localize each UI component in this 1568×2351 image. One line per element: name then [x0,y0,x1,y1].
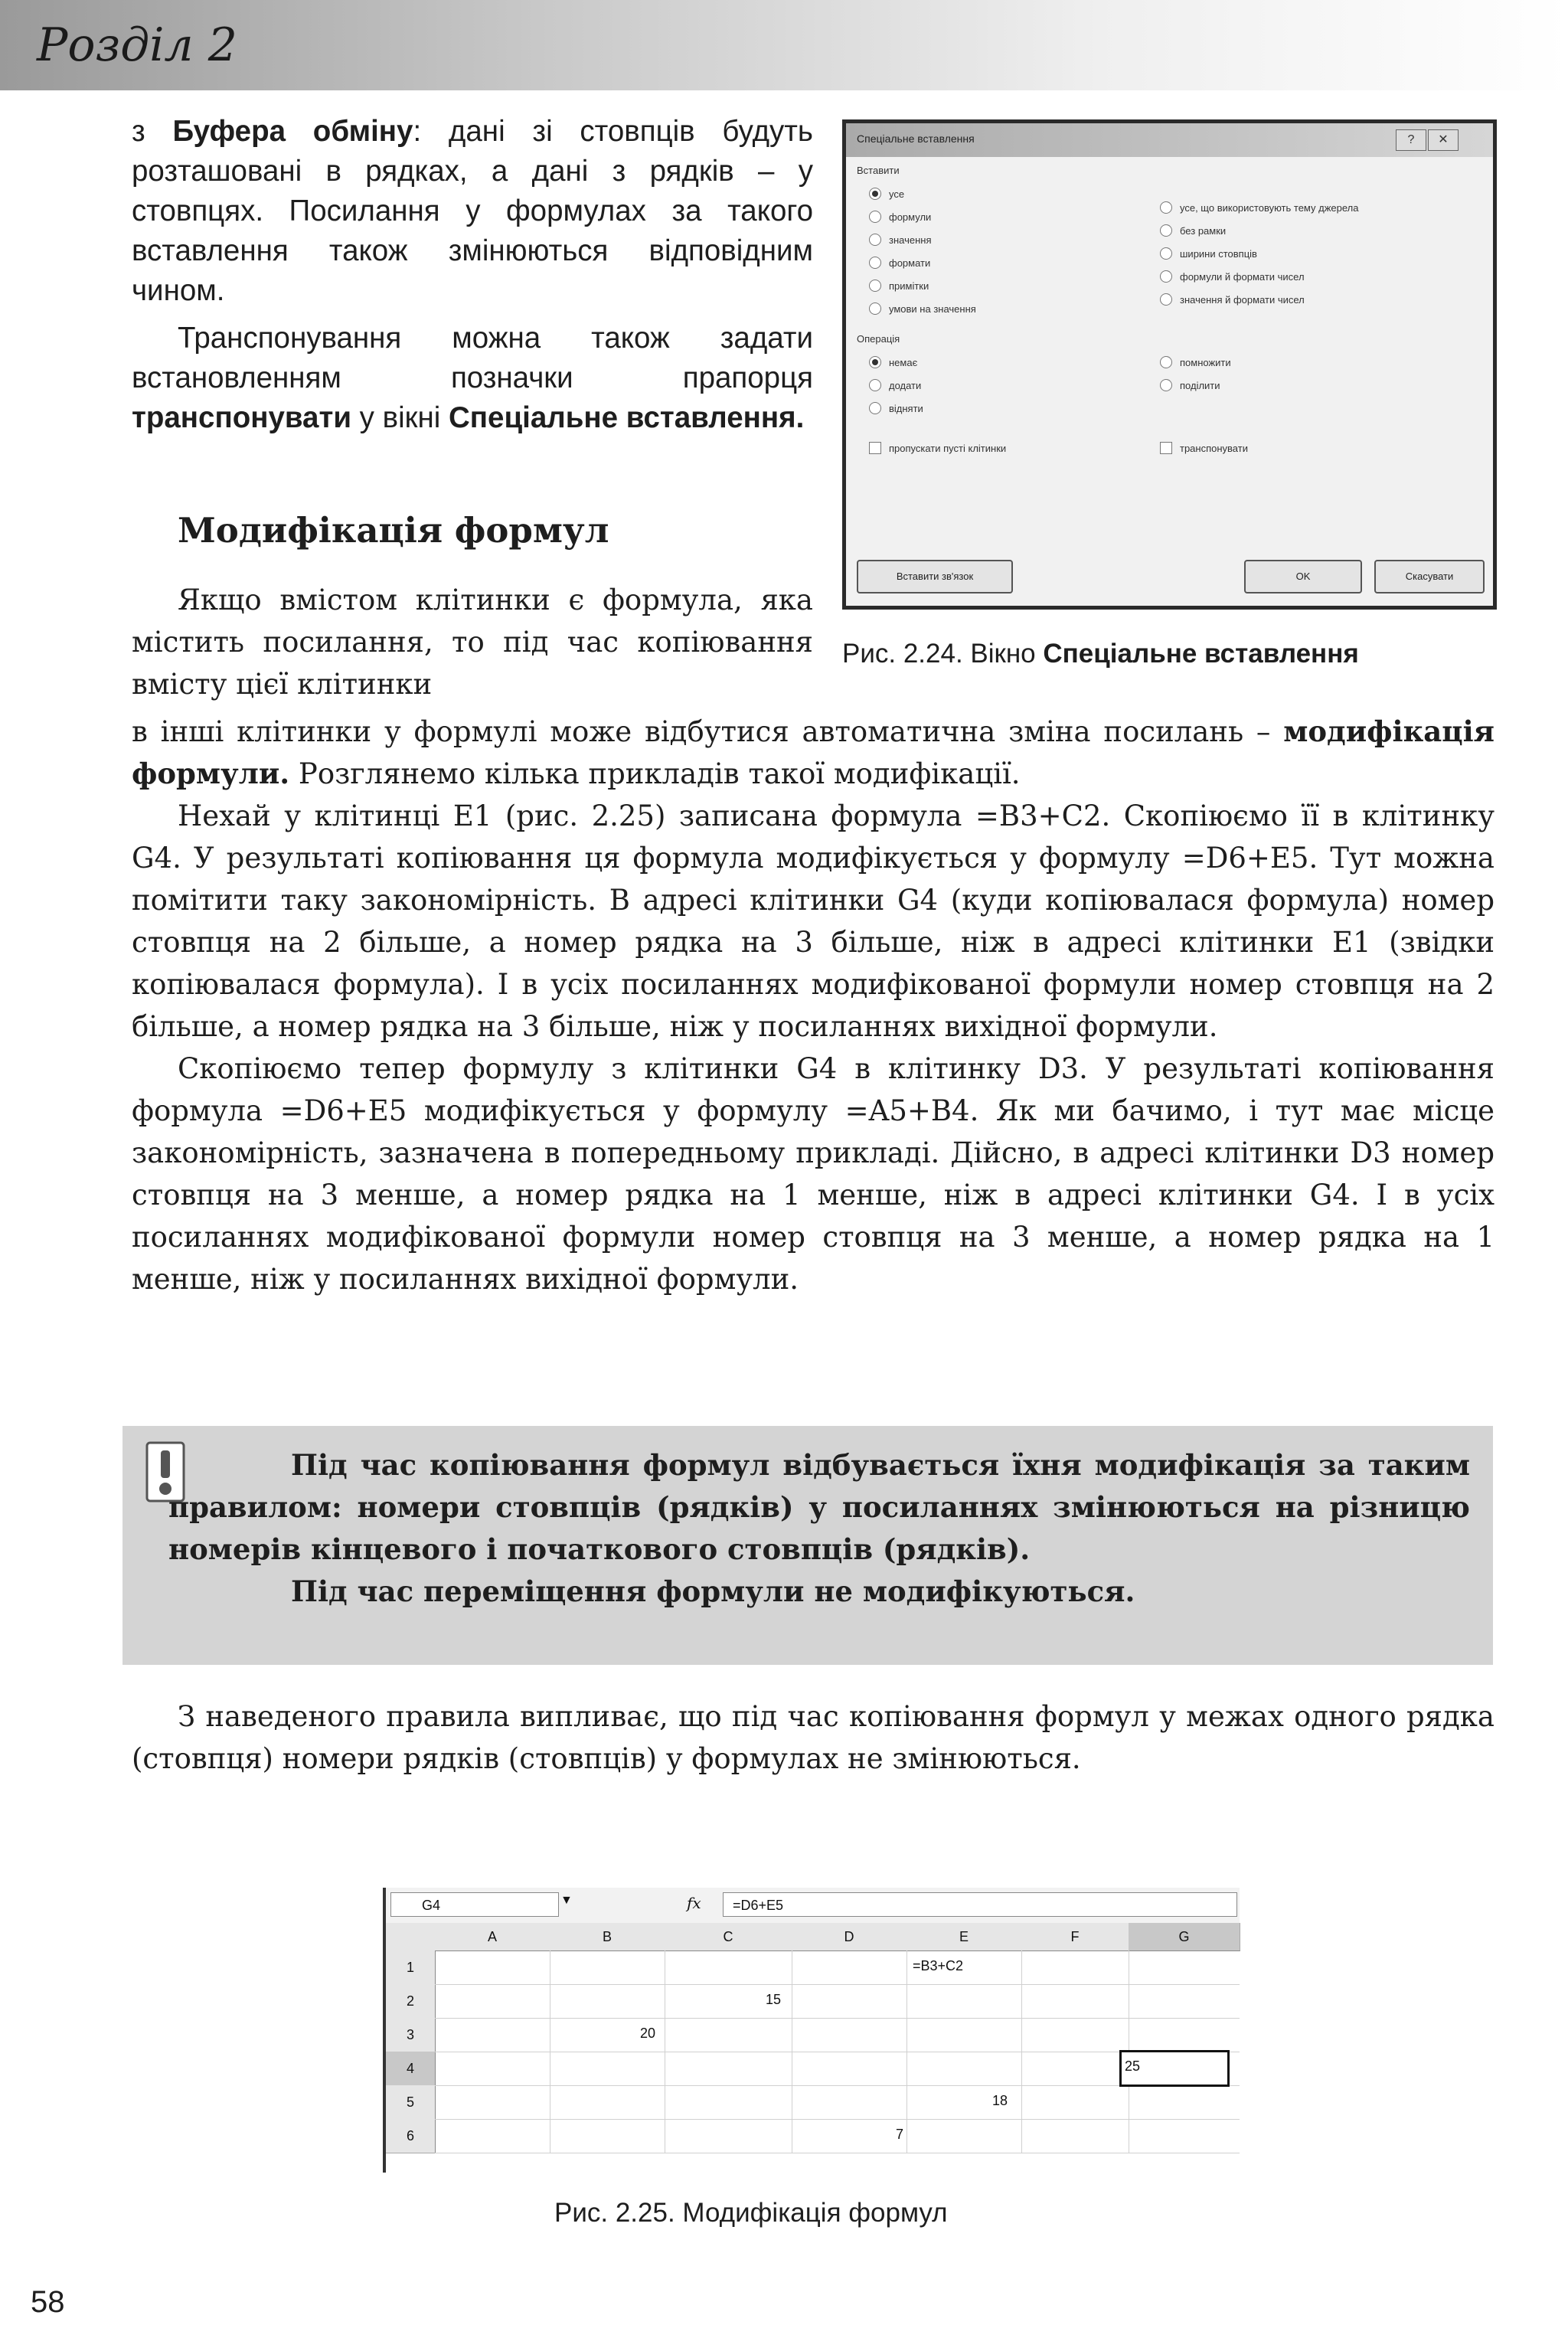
radio-label: без рамки [1180,224,1227,237]
intro-paragraph-1 [132,112,813,311]
radio-paste-values[interactable] [869,234,932,246]
intro-p2-b: у вікні [351,401,449,434]
column-header-a[interactable]: A [435,1923,550,1951]
intro-pre: з [132,115,173,148]
cell-b3[interactable]: 20 [640,2026,656,2041]
formula-bar [386,1888,1240,1924]
radio-paste-formats[interactable] [869,257,930,269]
intro-text [132,112,813,438]
checkbox-label: транспонувати [1180,442,1248,454]
grid-line [435,2119,1240,2120]
radio-op-multiply[interactable] [1160,356,1231,368]
radio-paste-no-borders[interactable] [1160,224,1226,237]
grid-line [906,1950,907,2153]
radio-paste-validation[interactable] [869,302,976,315]
dialog-title: Спеціальне вставлення [857,132,975,145]
intro-bold-clipboard: Буфера обміну [172,115,413,148]
row-header-3[interactable]: 3 [386,2018,436,2052]
intro-mid: : дані зі стовпців будуть розташовані в рядках, а дані з рядків – у стовпцях. Посилання у формулах за такого вставлення також змінюються відповідним чином. [132,115,813,307]
ok-button[interactable]: OK [1244,560,1362,593]
para1-rest-b: Розглянемо кілька прикладів такої модифікації. [289,757,1021,790]
radio-label: усе [889,188,905,200]
radio-label: поділити [1180,379,1220,391]
radio-label: додати [889,379,922,391]
row-header-5[interactable]: 5 [386,2085,436,2120]
radio-icon [1160,224,1172,237]
radio-icon [1160,379,1172,391]
radio-op-none[interactable] [869,356,917,368]
column-header-f[interactable]: F [1021,1923,1129,1951]
row-header-2[interactable]: 2 [386,1984,436,2019]
caption1-prefix: Рис. 2.24. Вікно [842,639,1044,669]
para3: Скопіюємо тепер формулу з клітинки G4 в клітинку D3. У результаті копіювання формула =D6+E5 модифікується у формулу =A5+B4. Як ми бачимо, і тут має місце закономірність, зазначена в попередньому прикладі. Дійсно, в адресі клітинки D3 номер стовпця на 3 менше, а номер рядка на 1 менше, ніж в адресі клітинки G4. І в усіх посиланнях модифікованої формули номер стовпця на 3 менше, а номер рядка на 1 менше, ніж у посиланнях вихідної формули. [132,1052,1494,1296]
radio-label: значення й формати чисел [1180,293,1305,306]
radio-icon [869,379,881,391]
radio-label: ширини стовпців [1180,247,1257,260]
cell-g4-selected[interactable]: 25 [1119,2050,1230,2087]
cell-c2[interactable]: 15 [766,1992,782,2007]
radio-paste-formulas[interactable] [869,211,931,223]
grid-line [435,2018,1240,2019]
radio-op-divide[interactable] [1160,379,1220,391]
radio-icon [869,356,881,368]
radio-label: умови на значення [889,302,976,315]
radio-label: примітки [889,280,929,292]
radio-icon [869,280,881,292]
column-header-g[interactable]: G [1129,1923,1240,1951]
paste-link-button[interactable]: Вставити зв'язок [857,560,1013,593]
close-icon[interactable]: ✕ [1428,129,1459,151]
column-header-c[interactable]: C [665,1923,792,1951]
grid-line [435,1984,1240,1985]
figure-caption-2-24 [842,639,1359,669]
para1-rest-a: в інші клітинки у формулі може відбутися автоматична зміна посилань – [132,715,1284,748]
cell-e5[interactable]: 18 [992,2093,1008,2108]
radio-label: помножити [1180,356,1231,368]
radio-icon [869,302,881,315]
para4: З наведеного правила випливає, що під час копіювання формул у межах одного рядка (стовпця) номери рядків (стовпців) у формулах не змінюються. [132,1700,1494,1775]
radio-icon [1160,201,1172,214]
radio-icon [1160,247,1172,260]
row-header-4[interactable]: 4 [386,2052,436,2086]
radio-paste-all[interactable] [869,188,904,200]
select-all-corner[interactable] [386,1923,436,1951]
radio-label: формули й формати чисел [1180,270,1305,283]
radio-icon [1160,270,1172,283]
special-paste-dialog [842,119,1497,610]
spreadsheet-figure [383,1888,1240,2173]
page-number: 58 [31,2285,65,2319]
radio-label: значення [889,234,932,246]
note-text [168,1444,1470,1613]
radio-paste-source-theme[interactable] [1160,201,1358,214]
paste-group-label: Вставити [857,165,900,176]
caption1-bold: Спеціальне вставлення [1043,639,1359,669]
row-header-1[interactable]: 1 [386,1950,436,1985]
rule-note-box [122,1426,1493,1665]
radio-paste-comments[interactable] [869,280,929,292]
cell-d6[interactable]: 7 [896,2127,904,2142]
intro-p2-a: Транспонування можна також задати встановленням позначки прапорця [132,322,813,394]
radio-icon [1160,356,1172,368]
checkbox-label: пропускати пусті клітинки [889,442,1007,454]
radio-icon [869,188,881,200]
cancel-button[interactable]: Скасувати [1374,560,1485,593]
radio-icon [869,211,881,223]
para2: Нехай у клітинці E1 (рис. 2.25) записана формула =B3+C2. Скопіюємо її в клітинку G4. У результаті копіювання ця формула модифікується у формулу =D6+E5. Тут можна помітити таку закономірність. В адресі клітинки G4 (куди копіювалася формула) номер стовпця на 2 більше, а номер рядка на 3 більше, ніж в адресі клітинки E1 (звідки копіювалася формула). І в усіх посиланнях модифікованої формули номер стовпця на 2 більше, а номер рядка на 3 більше, ніж у посиланнях вихідної формули. [132,799,1494,1043]
column-header-d[interactable]: D [792,1923,907,1951]
section-heading: Модифікація формул [178,510,609,551]
cell-e1[interactable]: =B3+C2 [913,1958,964,1973]
checkbox-icon [1160,442,1172,454]
intro-p2-bold-special-paste: Спеціальне вставлення. [449,401,805,434]
row-header-6[interactable]: 6 [386,2119,436,2153]
checkbox-transpose[interactable] [1160,442,1248,454]
figure-caption-2-25: Рис. 2.25. Модифікація формул [554,2198,948,2228]
operation-group-label: Операція [857,333,900,345]
radio-icon [869,257,881,269]
radio-label: формули [889,211,932,223]
radio-icon [1160,293,1172,306]
radio-label: усе, що використовують тему джерела [1180,201,1359,214]
fx-icon[interactable]: fx [687,1894,701,1912]
chevron-down-icon[interactable]: ▼ [560,1894,573,1907]
radio-op-add[interactable] [869,379,921,391]
dialog-title-bar [846,123,1493,157]
intro-paragraph-2 [132,319,813,438]
radio-paste-formulas-number-formats[interactable] [1160,270,1305,283]
para1-top-text: Якщо вмістом клітинки є формула, яка містить посилання, то під час копіювання вмісту цієї клітинки [132,584,813,701]
radio-paste-values-number-formats[interactable] [1160,293,1305,306]
para4-block [132,1695,1494,1780]
para1-bold: модифікація формули. [132,714,1494,790]
checkbox-icon [869,442,881,454]
para1-top [132,579,813,705]
checkbox-skip-blanks[interactable] [869,442,1006,454]
radio-op-subtract[interactable] [869,402,923,414]
column-header-b[interactable]: B [550,1923,665,1951]
radio-label: немає [889,356,918,368]
radio-label: відняти [889,402,923,414]
name-box[interactable]: G4 [390,1892,559,1917]
note-rule: Під час копіювання формул відбувається їхня модифікація за таким правилом: номери стовпців (рядків) у посиланнях змінюються на різницю номерів кінцевого і початкового стовпців (рядків). [168,1448,1470,1566]
radio-icon [869,234,881,246]
column-header-e[interactable]: E [906,1923,1022,1951]
body-text [132,711,1494,1300]
radio-paste-column-widths[interactable] [1160,247,1257,260]
radio-icon [869,402,881,414]
help-icon[interactable]: ? [1396,129,1426,151]
intro-p2-bold-transpose: транспонувати [132,401,351,434]
grid-line [1021,1950,1022,2153]
radio-label: формати [889,257,931,269]
formula-input[interactable]: =D6+E5 [723,1892,1237,1917]
section-label: Розділ 2 [37,18,237,72]
para1-rest [132,711,1494,795]
note-move-rule: Під час переміщення формули не модифікуються. [291,1574,1135,1608]
